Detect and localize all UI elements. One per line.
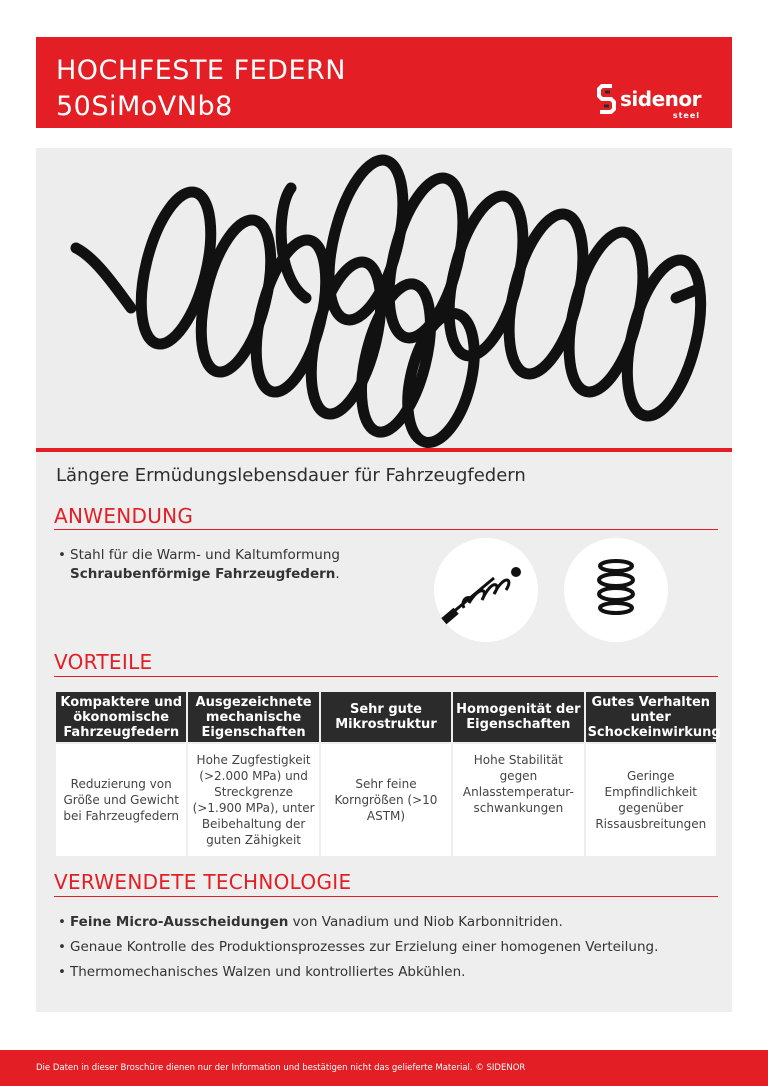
table-header-cell: Homogenität der Eigenschaften (453, 692, 583, 744)
application-item: Stahl für die Warm- und Kaltumformung (70, 547, 340, 563)
footer-bar (0, 1050, 768, 1086)
table-header-cell: Ausgezeichnete mechanische Eigenschaften (188, 692, 318, 744)
table-header-row (56, 692, 716, 744)
application-item-bold: Schraubenförmige Fahrzeugfedern (70, 566, 336, 582)
table-cell: Reduzierung von Größe und Gewicht bei Fahrzeugfedern (56, 744, 186, 856)
section-rule (54, 676, 718, 677)
technology-item-rest: von Vanadium und Niob Karbonnitriden. (288, 914, 563, 930)
coil-spring-icon (564, 538, 668, 642)
application-item-end: . (335, 566, 340, 582)
application-list: • Stahl für die Warm- und Kaltumformung Schraubenförmige Fahrzeugfedern. (58, 547, 340, 582)
steel-grade: 50SiMoVNb8 (56, 91, 233, 122)
table-header-cell: Sehr gute Mikrostruktur (321, 692, 451, 744)
table-row (56, 744, 716, 856)
table-cell: Hohe Stabilität gegen Anlasstemperatur-schwankungen (453, 744, 583, 856)
logo-wordmark: sidenor (620, 87, 701, 111)
section-title-technologie: VERWENDETE TECHNOLOGIE (54, 870, 352, 894)
section-rule (54, 529, 718, 530)
section-title-vorteile: VORTEILE (54, 650, 153, 674)
table-cell: Geringe Empfindlichkeit gegenüber Rissausbreitungen (586, 744, 716, 856)
table-header-cell: Gutes Verhalten unter Schockeinwirkung (586, 692, 716, 744)
logo-subtext: steel (672, 111, 700, 120)
header-banner (36, 37, 732, 128)
technology-item: Genaue Kontrolle des Produktionsprozesses zur Erzielung einer homogenen Verteilung. (70, 939, 659, 955)
content-panel (36, 148, 732, 1012)
section-title-anwendung: ANWENDUNG (54, 504, 194, 528)
technology-item-bold: Feine Micro-Ausscheidungen (70, 914, 289, 930)
coil-springs-image (36, 148, 732, 448)
table-header-cell: Kompaktere und ökonomische Fahrzeugfedern (56, 692, 186, 744)
shock-absorber-icon (434, 538, 538, 642)
subtitle: Längere Ermüdungslebensdauer für Fahrzeugfedern (56, 465, 526, 486)
hero-divider (36, 448, 732, 452)
technology-list (58, 910, 658, 985)
footer-disclaimer: Die Daten in dieser Broschüre dienen nur der Information und bestätigen nicht das gelieferte Material. © SIDENOR (36, 1063, 526, 1073)
list-item: • Feine Micro-Ausscheidungen von Vanadium und Niob Karbonnitriden. (58, 914, 563, 930)
list-item: • Thermomechanisches Walzen und kontrolliertes Abkühlen. (58, 964, 466, 980)
table-cell: Hohe Zugfestigkeit (>2.000 MPa) und Streckgrenze (>1.900 MPa), unter Beibehaltung der guten Zähigkeit (188, 744, 318, 856)
section-rule (54, 896, 718, 897)
sidenor-logo-icon (596, 81, 706, 121)
technology-item: Thermomechanisches Walzen und kontrolliertes Abkühlen. (70, 964, 466, 980)
list-item: • Genaue Kontrolle des Produktionsprozesses zur Erzielung einer homogenen Verteilung. (58, 939, 659, 955)
table-cell: Sehr feine Korngrößen (>10 ASTM) (321, 744, 451, 856)
advantages-table (54, 692, 721, 856)
page-title: HOCHFESTE FEDERN (56, 55, 346, 86)
